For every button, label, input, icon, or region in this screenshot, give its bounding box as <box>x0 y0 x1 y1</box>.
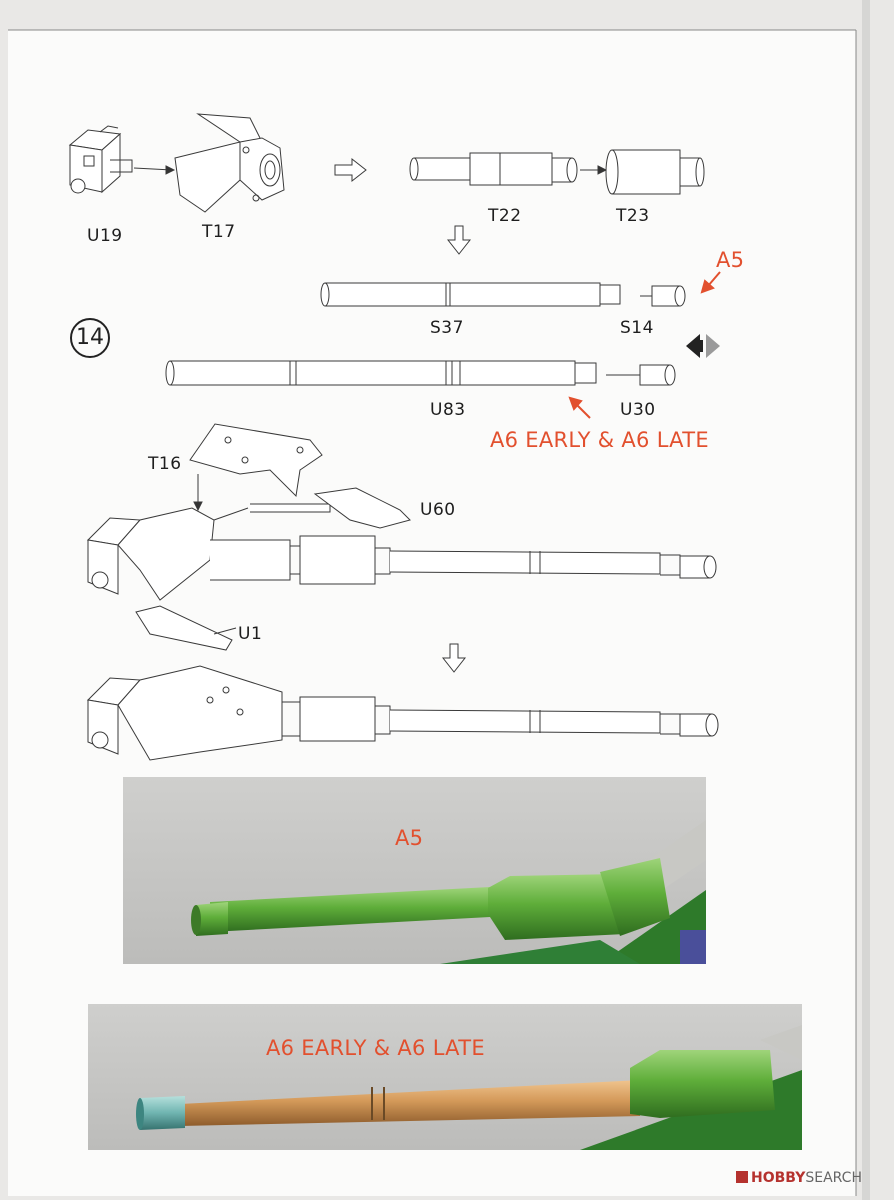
part-t22-drawing <box>410 153 577 185</box>
part-u83-drawing <box>166 361 596 385</box>
label-s37: S37 <box>430 318 464 338</box>
label-s14: S14 <box>620 318 654 338</box>
render-a6 <box>88 1004 802 1150</box>
render-a5 <box>123 777 706 964</box>
watermark-logo-icon <box>736 1171 748 1183</box>
label-u60: U60 <box>420 500 456 520</box>
watermark-brand: HOBBY <box>751 1170 806 1186</box>
label-u1: U1 <box>238 624 263 644</box>
label-u30: U30 <box>620 400 656 420</box>
label-t17: T17 <box>202 222 236 242</box>
part-s37-drawing <box>321 283 620 306</box>
watermark-suffix: SEARCH <box>805 1170 862 1186</box>
watermark <box>736 1170 862 1186</box>
label-t23: T23 <box>616 206 650 226</box>
label-u19: U19 <box>87 226 123 246</box>
variant-label-a5: A5 <box>716 248 745 272</box>
label-t16: T16 <box>148 454 182 474</box>
step-number: 14 <box>70 318 110 358</box>
variant-label-a6: A6 EARLY & A6 LATE <box>490 428 709 452</box>
render-a5-caption: A5 <box>395 826 424 850</box>
label-t22: T22 <box>488 206 522 226</box>
label-u83: U83 <box>430 400 466 420</box>
render-a6-caption: A6 EARLY & A6 LATE <box>266 1036 485 1060</box>
